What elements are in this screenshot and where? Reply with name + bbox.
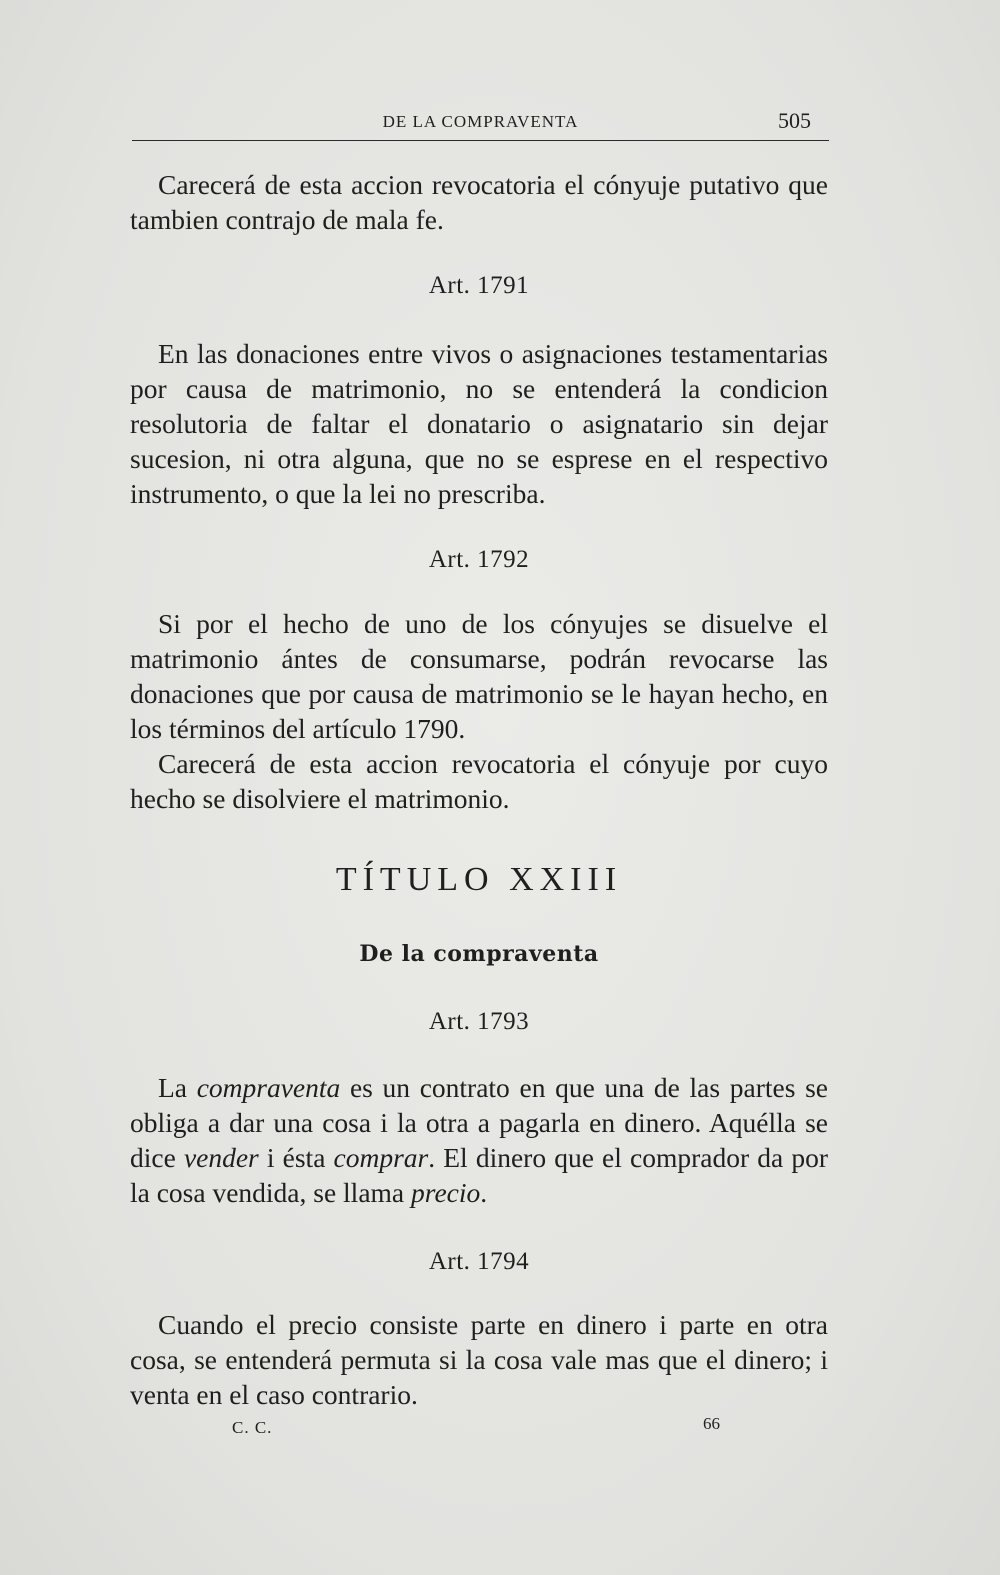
paragraph-3 — [130, 606, 828, 816]
paragraph-text: Si por el hecho de uno de los cónyujes se disuelve el matrimonio ántes de consumarse, podrán revocarse las donaciones que por causa de matrimonio se le hayan hecho, en los términos del artículo 1790. — [130, 608, 828, 744]
header-title: DE LA COMPRAVENTA — [382, 112, 579, 131]
footer-sheet-number: 66 — [703, 1414, 720, 1433]
italic-term: vender — [183, 1142, 259, 1173]
paragraph-1 — [130, 167, 828, 237]
paragraph-text: Cuando el precio consiste parte en dinero i parte en otra cosa, se entenderá permuta si la cosa vale mas que el dinero; i venta en el caso contrario. — [130, 1309, 828, 1410]
paragraph-text — [130, 1070, 828, 1210]
footer-signature: C. C. — [232, 1418, 273, 1437]
text-run: i ésta — [258, 1142, 334, 1173]
text-run: . El dinero que el comprador da por la cosa vendida, se llama — [130, 1142, 828, 1208]
text-run: . — [480, 1177, 488, 1208]
title-heading: TÍTULO XXIII — [335, 861, 623, 898]
italic-term: compraventa — [196, 1072, 341, 1103]
italic-term: precio — [411, 1177, 481, 1208]
text-run: es un contrato en que una de las partes se obliga a dar una cosa i la otra a pagarla en dinero. Aquélla se dice — [130, 1072, 828, 1173]
article-heading-1793: Art. 1793 — [428, 1008, 530, 1035]
article-heading-1791: Art. 1791 — [428, 272, 530, 299]
paragraph-2 — [130, 336, 828, 511]
article-heading-1794: Art. 1794 — [428, 1248, 530, 1275]
paragraph-text: Carecerá de esta accion revocatoria el cónyuje por cuyo hecho se disolviere el matrimonio. — [130, 748, 828, 814]
italic-term: comprar — [333, 1142, 429, 1173]
article-heading-1792: Art. 1792 — [428, 546, 530, 573]
subtitle-heading: De la compraventa — [359, 941, 599, 967]
page-number: 505 — [778, 108, 811, 133]
paragraph-text: Carecerá de esta accion revocatoria el cónyuje putativo que tambien contrajo de mala fe. — [130, 169, 828, 235]
text-run: La — [158, 1072, 197, 1103]
paragraph-6 — [130, 1307, 828, 1412]
paragraph-text: En las donaciones entre vivos o asignaciones testamentarias por causa de matrimonio, no se entenderá la condicion resolutoria de faltar el donatario o asignatario sin dejar sucesion, ni otra alguna, que no se esprese en el respectivo instrumento, o que la lei no prescriba. — [130, 338, 828, 509]
running-header — [132, 106, 829, 141]
paragraph-5 — [130, 1070, 828, 1210]
